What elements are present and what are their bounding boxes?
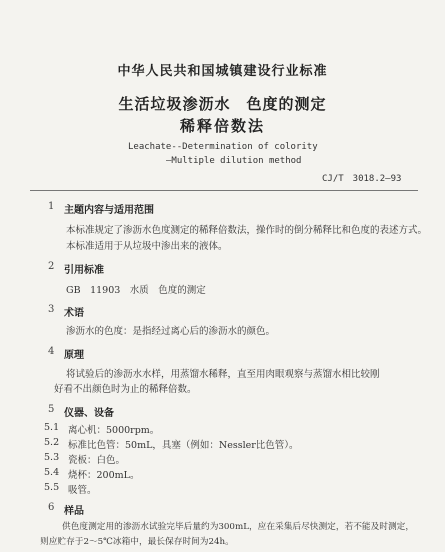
english-subtitle: —Multiple dilution method xyxy=(166,156,302,166)
section-number: 6 xyxy=(48,502,55,513)
item-text: 瓷板：白色。 xyxy=(68,455,126,466)
item-number: 5.5 xyxy=(44,482,60,493)
section-paragraph: 渗沥水的色度：是指经过离心后的渗沥水的颜色。 xyxy=(66,326,276,337)
header-divider xyxy=(30,190,418,191)
item-number: 5.2 xyxy=(44,437,60,448)
section-number: 3 xyxy=(48,304,55,315)
section-paragraph: 则应贮存于2～5℃冰箱中，最长保存时间为24h。 xyxy=(40,537,234,547)
section-title: 主题内容与适用范围 xyxy=(64,205,154,216)
document-title: 生活垃圾渗沥水 色度的测定 xyxy=(118,95,327,113)
section-number: 4 xyxy=(48,346,55,357)
standard-type-heading: 中华人民共和国城镇建设行业标准 xyxy=(117,64,328,79)
section-paragraph: GB 11903 水质 色度的测定 xyxy=(66,285,206,296)
section-paragraph: 本标准适用于从垃圾中渗出来的液体。 xyxy=(66,241,228,252)
item-text: 离心机：5000rpm。 xyxy=(68,425,160,436)
section-title: 术语 xyxy=(64,308,84,319)
section-paragraph: 将试验后的渗沥水水样，用蒸馏水稀释，直至用肉眼观察与蒸馏水相比较刚 xyxy=(66,369,380,380)
section-title: 样品 xyxy=(64,506,84,517)
item-text: 标准比色管：50mL，具塞（例如：Nessler比色管）。 xyxy=(68,440,299,451)
section-number: 5 xyxy=(48,404,55,415)
section-title: 原理 xyxy=(64,350,84,361)
section-paragraph: 本标准规定了渗沥水色度测定的稀释倍数法，操作时的倒分稀释比和色度的表述方式。 xyxy=(66,225,428,236)
section-title: 引用标准 xyxy=(64,265,104,276)
item-number: 5.4 xyxy=(44,467,60,478)
item-text: 吸管。 xyxy=(68,485,97,496)
item-text: 烧杯：200mL。 xyxy=(68,470,140,481)
section-number: 2 xyxy=(48,261,55,272)
item-number: 5.3 xyxy=(44,452,60,463)
english-title: Leachate--Determination of colority xyxy=(128,142,318,152)
section-number: 1 xyxy=(48,201,55,212)
document-subtitle: 稀释倍数法 xyxy=(179,117,265,135)
section-title: 仪器、设备 xyxy=(64,408,114,419)
item-number: 5.1 xyxy=(44,422,60,433)
standard-code: CJ/T 3018.2—93 xyxy=(322,174,402,184)
section-paragraph: 供色度测定用的渗沥水试验完毕后量约为300mL，应在采集后尽快测定，若不能及时测定， xyxy=(62,522,415,532)
section-paragraph: 好看不出颜色时为止的稀释倍数。 xyxy=(54,384,197,395)
